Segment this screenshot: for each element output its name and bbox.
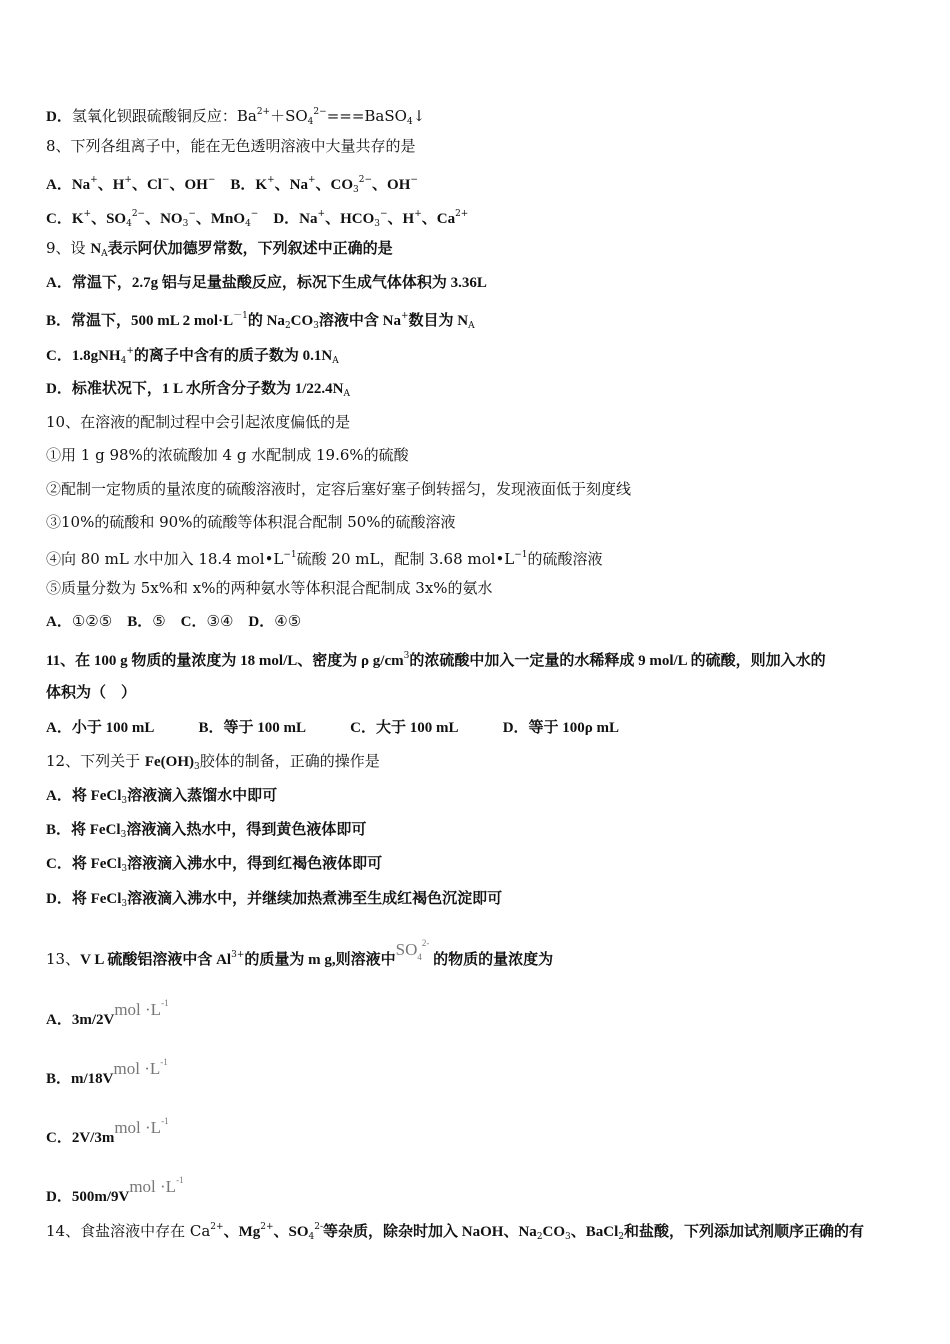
text-run: 胶体的制备，正确的操作是 [199, 752, 380, 770]
text-run: 溶液滴入热水中，得到黄色液体即可 [126, 822, 367, 838]
text-run: Fe(OH) [144, 754, 195, 770]
text-run: 溶液滴入沸水中，并继续加热煮沸至生成红褐色沉淀即可 [127, 891, 503, 907]
text-sup: 3 [403, 651, 410, 661]
text-run: C．1.8gNH [46, 348, 121, 364]
text-sub: A [468, 321, 475, 331]
text-sub: 2 [284, 321, 291, 331]
text-run: CO [542, 1224, 566, 1240]
text-run: D．标准状况下，1 L 水所含分子数为 1/22.4N [46, 381, 344, 397]
text-sup: + [267, 175, 275, 185]
text-sub: 4 [308, 1232, 315, 1242]
text-run: ⑤ [152, 612, 181, 630]
text-line [46, 853, 382, 879]
text-run: CO [290, 313, 314, 329]
text-line [46, 102, 425, 132]
text-run: ④⑤ [274, 612, 302, 630]
text-run: 溶液滴入蒸馏水中即可 [127, 788, 278, 804]
text-run: 、CO [315, 177, 354, 193]
text-sub: 3 [121, 864, 128, 874]
text-sup: 2+ [260, 1222, 274, 1232]
text-bigsup: -1 [161, 998, 169, 1008]
text-run: 、Cl [131, 177, 162, 193]
text-sup: －1 [233, 311, 248, 321]
text-sub: 3 [353, 185, 359, 195]
text-line [46, 1052, 168, 1089]
text-sup: − [188, 209, 196, 219]
text-sub: 3 [182, 219, 189, 229]
text-line [46, 993, 169, 1030]
text-line [46, 819, 366, 845]
text-run: V L 硫酸铝溶液中含 Al [80, 952, 232, 968]
text-line [46, 545, 603, 569]
text-run: 8、下列各组离子中，能在无色透明溶液中大量共存的是 [46, 137, 416, 155]
text-line [46, 445, 409, 465]
text-run: A．将 FeCl [46, 788, 122, 804]
text-sub: A [343, 389, 351, 399]
text-line [46, 512, 456, 532]
text-sub: 3 [374, 219, 380, 229]
text-sup: 2− [131, 209, 146, 219]
text-line [46, 888, 502, 914]
text-sup: −1 [283, 550, 297, 560]
text-sub: 3 [121, 796, 128, 806]
text-run: 、H [387, 211, 415, 227]
text-sub: 3 [121, 899, 128, 909]
text-sup: 2+ [455, 209, 469, 219]
text-line [46, 272, 487, 293]
text-sub: A [332, 356, 339, 366]
text-sub: 4 [245, 219, 251, 229]
text-sup: + [90, 175, 98, 185]
text-sup: − [161, 175, 170, 185]
text-sup: 2− [313, 107, 327, 117]
text-sub: 4 [120, 356, 127, 366]
text-line [46, 578, 493, 598]
text-run: B．m/18V [46, 1071, 114, 1087]
text-line [46, 611, 301, 632]
text-run: 9、设 [46, 239, 91, 257]
text-run: 、H [97, 177, 125, 193]
text-sup: − [379, 209, 388, 219]
text-line [46, 341, 339, 371]
text-line [46, 1111, 169, 1148]
text-line [46, 170, 418, 200]
text-run: N [90, 241, 102, 257]
text-sup: + [126, 346, 134, 356]
text-sup: + [414, 209, 422, 219]
text-run: 等杂质，除杂时加入 NaOH、Na [323, 1224, 537, 1240]
text-sub: A [101, 249, 108, 259]
text-line [46, 717, 619, 738]
text-line [46, 1170, 184, 1207]
text-run: B．将 FeCl [46, 822, 121, 838]
text-run: 、SO [273, 1224, 309, 1240]
text-run: 、MnO [195, 211, 246, 227]
text-run: C．K [46, 211, 84, 227]
text-run: 、SO [91, 211, 127, 227]
text-run: 溶液中含 Na [318, 313, 401, 329]
text-line [46, 412, 350, 432]
text-sub: 3 [194, 762, 200, 772]
text-sup: − [410, 175, 418, 185]
text-sub: 4 [126, 219, 132, 229]
text-sup: + [401, 311, 409, 321]
text-line [46, 306, 475, 336]
text-run: ↓ [412, 107, 426, 125]
text-run: 的质量为 m g,则溶液中 [244, 952, 396, 968]
text-line [46, 204, 468, 234]
text-sup: 2+ [256, 107, 271, 117]
text-run: A． [46, 614, 72, 630]
text-run: A．小于 100 mL B．等于 100 mL C．大于 100 mL D．等于 100ρ mL [46, 720, 620, 736]
text-run: D．500m/9V [46, 1189, 130, 1205]
text-run: A．常温下，2.7g 铝与足量盐酸反应，标况下生成气体体积为 3.36L [46, 275, 487, 291]
text-run: 、NO [145, 211, 183, 227]
text-line [46, 378, 350, 404]
text-run: C．将 FeCl [46, 856, 122, 872]
text-sub: 3 [120, 830, 127, 840]
text-run: 、Ca [421, 211, 456, 227]
text-line [46, 479, 631, 499]
text-run: A．Na [46, 177, 91, 193]
text-bigsup: -1 [160, 1057, 168, 1067]
text-big: SO [395, 940, 418, 959]
text-run: C． [180, 614, 207, 630]
text-run: ①用 1 g 98%的浓硫酸加 4 g 水配制成 19.6%的硫酸 [46, 446, 409, 464]
text-run: 、OH [169, 177, 208, 193]
text-bigsub: 4 [417, 952, 422, 962]
text-run: A．3m/2V [46, 1012, 115, 1028]
text-run: 的浓硫酸中加入一定量的水稀释成 9 mol/L 的硫酸，则加入水的 [409, 653, 826, 669]
text-bigsup: -1 [176, 1175, 184, 1185]
text-run: ④向 80 mL 水中加入 18.4 mol•L [46, 550, 284, 568]
text-run: 13、 [46, 950, 81, 968]
text-run: C．2V/3m [46, 1130, 115, 1146]
text-sub: 4 [406, 117, 413, 127]
text-run: B．K [215, 177, 268, 193]
text-run: 的硫酸溶液 [527, 550, 603, 568]
text-sup: 2+ [210, 1222, 224, 1232]
text-sup: + [317, 209, 326, 219]
text-sup: + [83, 209, 92, 219]
text-sup: 2− [358, 175, 373, 185]
text-run: 数目为 N [408, 313, 469, 329]
text-run: 11、在 100 g 物质的量浓度为 18 mol/L、密度为 ρ g/cm [46, 653, 404, 669]
text-run: 、HCO [325, 211, 375, 227]
text-run: 14、食盐溶液中存在 Ca [46, 1222, 211, 1240]
text-sup: 3+ [231, 950, 245, 960]
text-run: ③10%的硫酸和 90%的硫酸等体积混合配制 50%的硫酸溶液 [46, 513, 456, 531]
text-run: 、OH [372, 177, 411, 193]
text-run: 表示阿伏加德罗常数，下列叙述中正确的是 [107, 241, 393, 257]
text-run: 氢氧化钡跟硫酸铜反应：Ba [71, 107, 257, 125]
text-run: D．Na [258, 211, 318, 227]
text-big: mol ·L [129, 1177, 177, 1196]
text-line [46, 682, 136, 703]
text-run: 体积为（ ） [46, 685, 137, 701]
text-line [46, 1217, 864, 1247]
text-run: 10、在溶液的配制过程中会引起浓度偏低的是 [46, 413, 351, 431]
text-run: ②配制一定物质的量浓度的硫酸溶液时，定容后塞好塞子倒转摇匀，发现液面低于刻度线 [46, 480, 632, 498]
text-line [46, 933, 553, 970]
text-run: 12、下列关于 [46, 752, 145, 770]
text-big: mol ·L [114, 1118, 162, 1137]
text-bigsup: -1 [161, 1116, 169, 1126]
text-sub: 3 [565, 1232, 571, 1242]
text-sub: 3 [313, 321, 319, 331]
text-sup: − [207, 175, 216, 185]
text-run: B． [127, 614, 153, 630]
text-run: 硫酸 20 mL，配制 3.68 mol•L [296, 550, 515, 568]
text-run: 和盐酸，下列添加试剂顺序正确的有 [624, 1224, 865, 1240]
text-sup: + [124, 175, 132, 185]
text-big: mol ·L [113, 1059, 161, 1078]
text-sup: − [250, 209, 259, 219]
text-bigsup: 2- [421, 938, 430, 948]
text-run: D．将 FeCl [46, 891, 122, 907]
text-run: ①②⑤ [71, 612, 128, 630]
text-run: 的离子中含有的质子数为 0.1N [133, 348, 333, 364]
text-run: 、Mg [223, 1224, 261, 1240]
text-sup: + [307, 175, 316, 185]
text-sub: 4 [307, 117, 314, 127]
text-run: ＋SO [270, 107, 308, 125]
text-sup: 2- [314, 1222, 324, 1232]
text-run: D． [46, 109, 72, 125]
text-run: 的物质的量浓度为 [429, 952, 554, 968]
text-run: 、Na [274, 177, 308, 193]
text-sub: 2 [536, 1232, 543, 1242]
text-run: B．常温下，500 mL 2 mol·L [46, 313, 234, 329]
text-line [46, 646, 826, 671]
text-sub: 2 [618, 1232, 625, 1242]
text-run: 的 Na [247, 313, 285, 329]
text-run: 、BaCl [570, 1224, 619, 1240]
text-line [46, 238, 393, 264]
text-line [46, 136, 416, 156]
text-run: D． [248, 614, 275, 630]
text-line [46, 785, 277, 811]
text-line [46, 751, 380, 777]
text-run: ===BaSO [326, 107, 407, 125]
text-big: mol ·L [114, 1000, 162, 1019]
text-run: 溶液滴入沸水中，得到红褐色液体即可 [127, 856, 383, 872]
text-run: ③④ [206, 612, 249, 630]
text-sup: −1 [514, 550, 528, 560]
text-run: ⑤质量分数为 5x%和 x%的两种氨水等体积混合配制成 3x%的氨水 [46, 579, 493, 597]
